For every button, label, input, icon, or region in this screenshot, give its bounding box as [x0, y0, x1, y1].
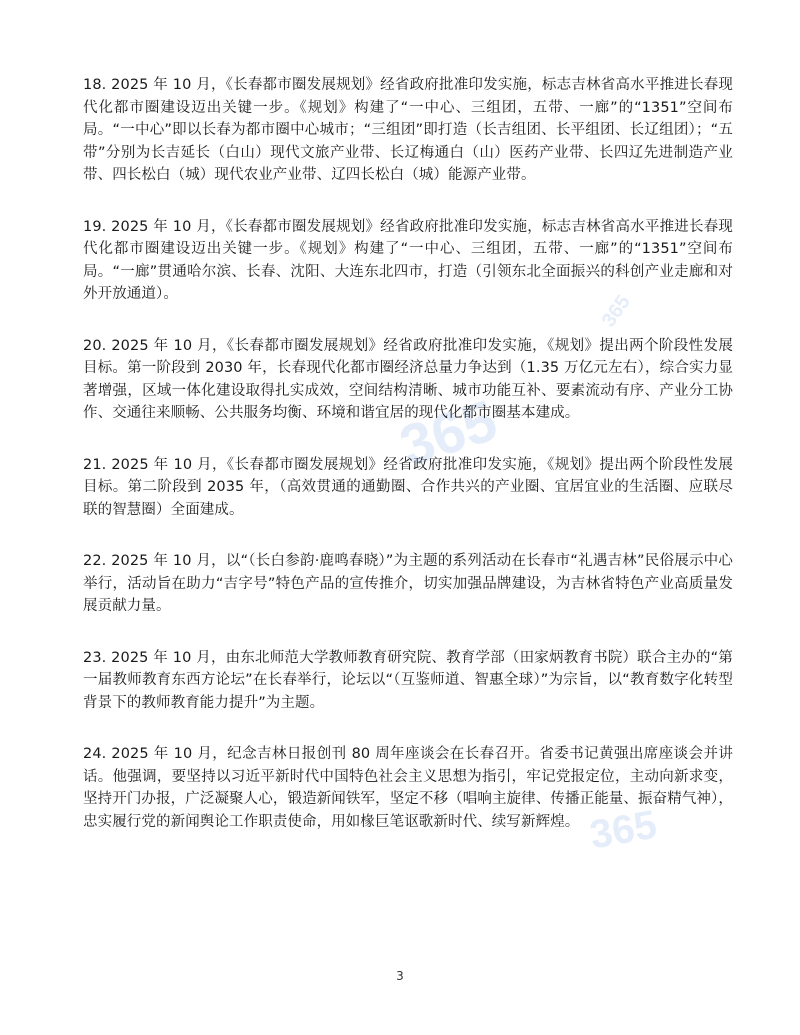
- watermark-badge: 365: [392, 387, 505, 480]
- list-item: 20. 2025 年 10 月，《长春都市圈发展规划》经省政府批准印发实施，《规划》提出两个阶段性发展目标。第一阶段到 2030 年，长春现代化都市圈经济总量力争达到（1.35 万亿元左右），综合实力显著增强，区域一体化建设取得扎实成效，空间结构清晰、城市功能互补、要素流动有序、产业分工协作、交通往来顺畅、公共服务均衡、环境和谐宜居的现代化都市圈基本建成。: [83, 337, 733, 421]
- list-item: 24. 2025 年 10 月，纪念吉林日报创刊 80 周年座谈会在长春召开。省委书记黄强出席座谈会并讲话。他强调，要坚持以习近平新时代中国特色社会主义思想为指引，牢记党报定位，主动向新求变，坚持开门办报，广泛凝聚人心，锻造新闻铁军，坚定不移（唱响主旋律、传播正能量、振奋精气神），忠实履行党的新闻舆论工作职责使命，用如椽巨笔讴歌新时代、续写新辉煌。: [83, 746, 733, 830]
- question-list: [83, 74, 733, 862]
- list-item: 18. 2025 年 10 月，《长春都市圈发展规划》经省政府批准印发实施，标志吉林省高水平推进长春现代化都市圈建设迈出关键一步。《规划》构建了“一中心、三组团，五带、一廊”的“1351”空间布局。“一中心”即以长春为都市圈中心城市；“三组团”即打造（长吉组团、长平组团、长辽组团）；“五带”分别为长吉延长（白山）现代文旅产业带、长辽梅通白（山）医药产业带、长四辽先进制造产业带、四长松白（城）现代农业产业带、辽四长松白（城）能源产业带。: [83, 77, 733, 183]
- list-item: 22. 2025 年 10 月，以“（长白参韵·鹿鸣春晓）”为主题的系列活动在长春市“礼遇吉林”民俗展示中心举行，活动旨在助力“吉字号”特色产品的宣传推介，切实加强品牌建设，为吉林省特色产业高质量发展贡献力量。: [83, 553, 733, 614]
- watermark-badge: 365: [586, 802, 660, 858]
- list-item: 19. 2025 年 10 月，《长春都市圈发展规划》经省政府批准印发实施，标志吉林省高水平推进长春现代化都市圈建设迈出关键一步。《规划》构建了“一中心、三组团，五带、一廊”的“1351”空间布局。“一廊”贯通哈尔滨、长春、沈阳、大连东北四市，打造（引领东北全面振兴的科创产业走廊和对外开放通道）。: [83, 218, 733, 302]
- watermark-badge: 365: [597, 291, 635, 332]
- page-number: 3: [396, 969, 404, 983]
- list-item: 21. 2025 年 10 月，《长春都市圈发展规划》经省政府批准印发实施，《规划》提出两个阶段性发展目标。第二阶段到 2035 年，（高效贯通的通勤圈、合作共兴的产业圈、宜居宜业的生活圈、应联尽联的智慧圈）全面建成。: [83, 456, 733, 518]
- list-item: 23. 2025 年 10 月，由东北师范大学教师教育研究院、教育学部（田家炳教育书院）联合主办的“第一届教师教育东西方论坛”在长春举行，论坛以“（互鉴师道、智惠全球）”为宗旨，以“教育数字化转型背景下的教师教育能力提升”为主题。: [83, 649, 733, 711]
